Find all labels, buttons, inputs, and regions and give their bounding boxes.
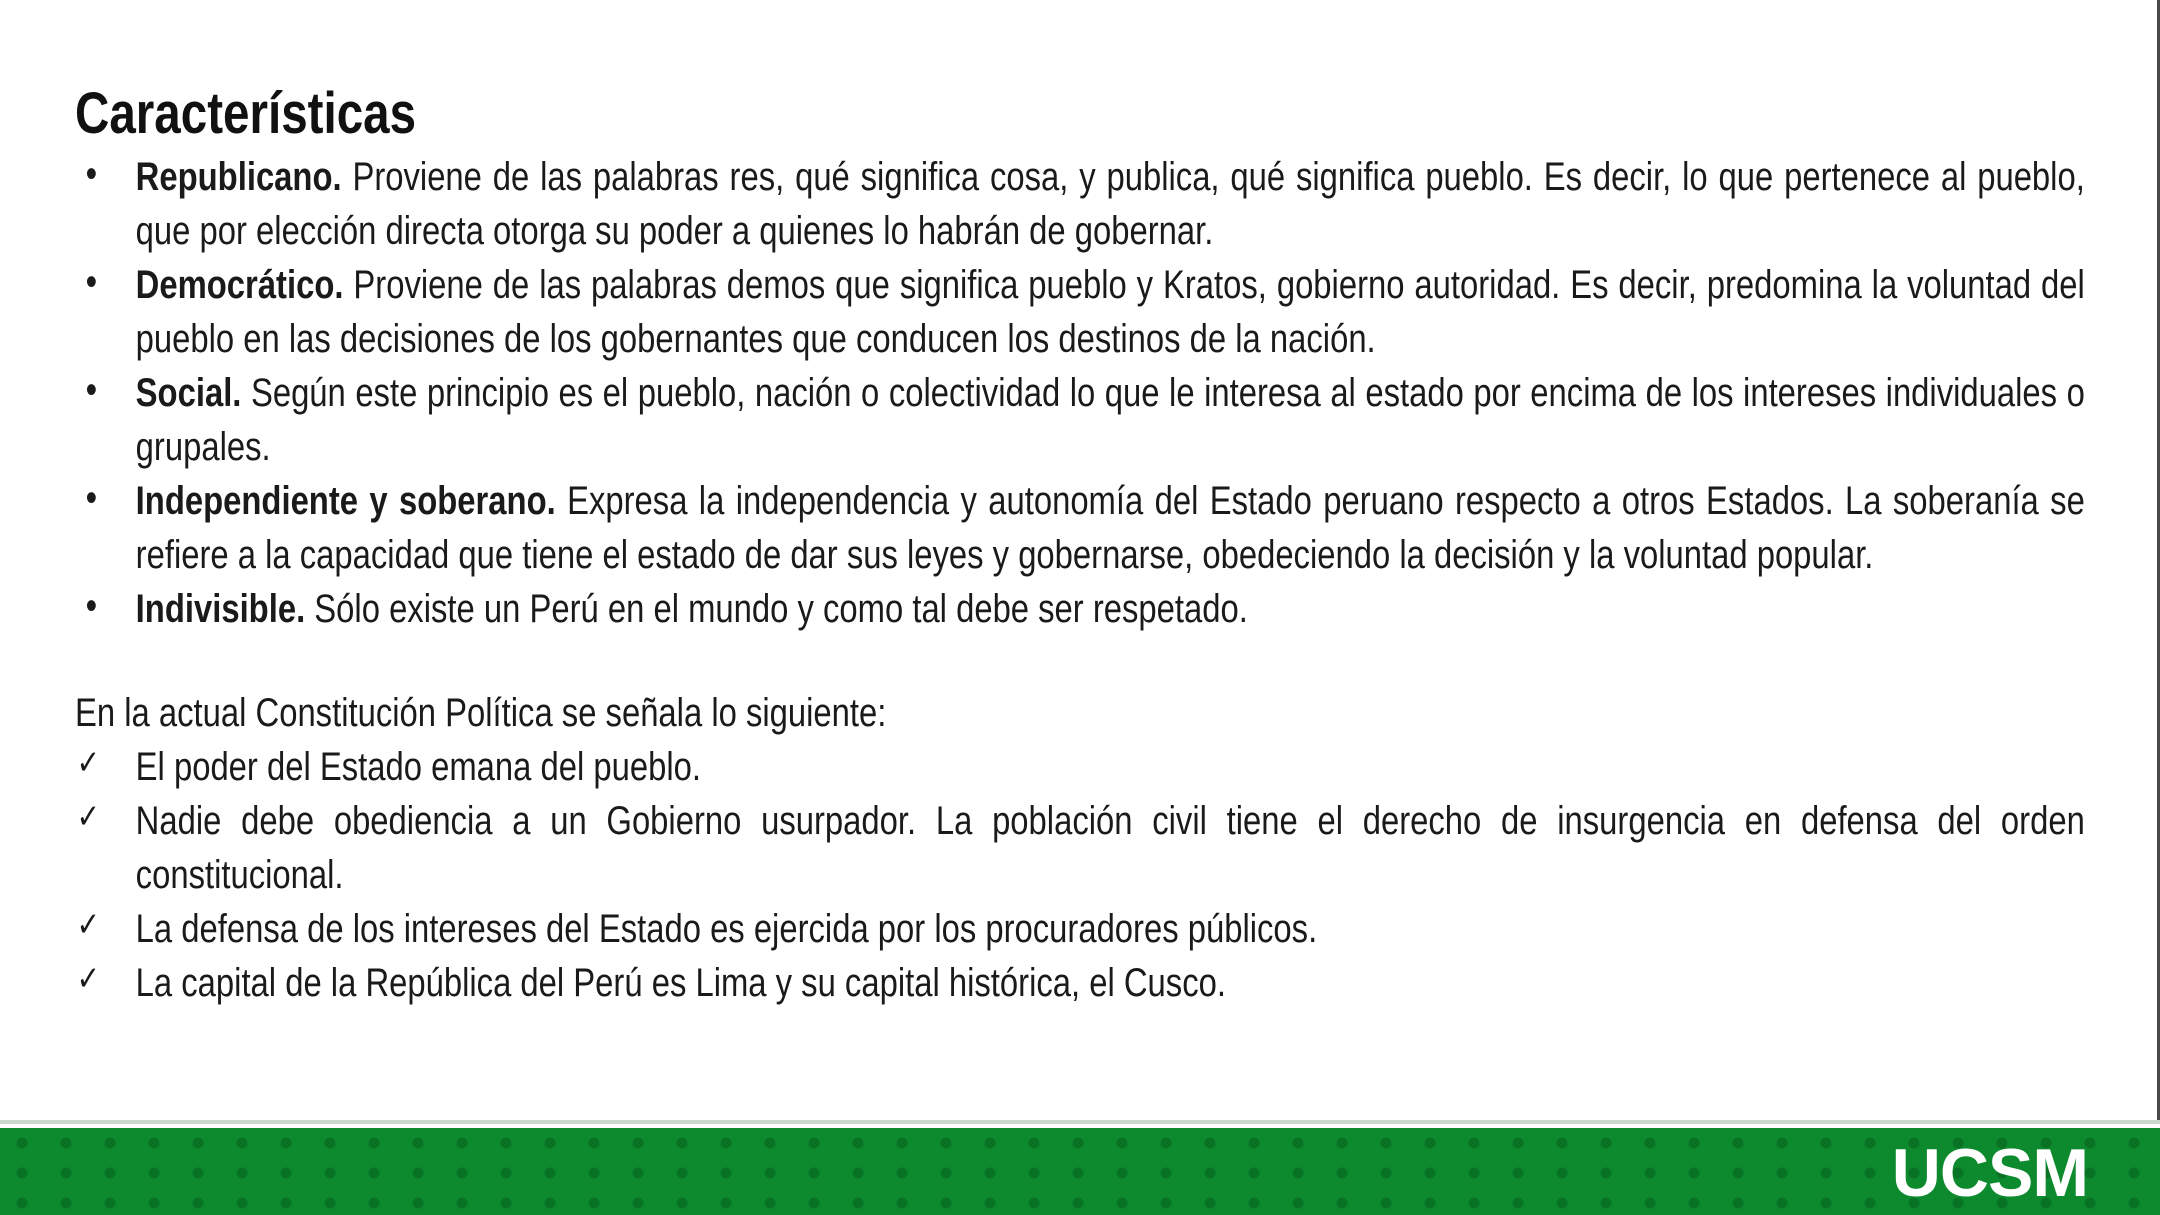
checkmark-icon: ✓ <box>76 797 101 837</box>
constitution-point-text: La capital de la República del Perú es Lima y su capital histórica, el Cusco. <box>135 961 1226 1005</box>
bullet-icon: • <box>85 584 98 628</box>
bullet-icon: • <box>85 260 98 304</box>
slide-title: Características <box>75 81 417 146</box>
feature-term: Democrático. <box>135 263 344 307</box>
feature-description: Proviene de las palabras demos que significa pueblo y Kratos, gobierno autoridad. Es decir, predomina la voluntad del pueblo en las decisiones de los gobernantes que conducen los destinos de la nación. <box>135 263 2085 361</box>
constitution-point-text: La defensa de los intereses del Estado es ejercida por los procuradores públicos. <box>135 907 1318 951</box>
feature-description: Según este principio es el pueblo, nación o colectividad lo que le interesa al estado por encima de los intereses individuales o grupales. <box>135 371 2085 469</box>
feature-description: Sólo existe un Perú en el mundo y como tal debe ser respetado. <box>305 587 1248 631</box>
feature-term: Indivisible. <box>135 587 306 631</box>
feature-description: Proviene de las palabras res, qué significa cosa, y publica, qué significa pueblo. Es decir, lo que pertenece al pueblo, que por elección directa otorga su poder a quienes lo habrán de gobernar. <box>135 155 2085 253</box>
feature-item-social <box>75 366 2085 474</box>
footer-divider <box>0 1120 2160 1124</box>
feature-description: Expresa la independencia y autonomía del Estado peruano respecto a otros Estados. La soberanía se refiere a la capacidad que tiene el estado de dar sus leyes y gobernarse, obedeciendo la decisión y la voluntad popular. <box>135 479 2085 577</box>
bullet-icon: • <box>85 368 98 412</box>
slide-content <box>75 78 2085 1010</box>
features-list <box>75 150 2085 636</box>
feature-term: Social. <box>135 371 242 415</box>
feature-item-independiente <box>75 474 2085 582</box>
constitution-point <box>75 956 2085 1010</box>
feature-item-indivisible <box>75 582 2085 636</box>
ucsm-logo: UCSM <box>1891 1135 2088 1211</box>
footer-band <box>0 1128 2160 1215</box>
checkmark-icon: ✓ <box>76 959 101 999</box>
constitution-point-text: El poder del Estado emana del pueblo. <box>135 745 701 789</box>
feature-term: Independiente y soberano. <box>135 479 556 523</box>
bullet-icon: • <box>85 152 98 196</box>
feature-term: Republicano. <box>135 155 342 199</box>
checkmark-icon: ✓ <box>76 905 101 945</box>
constitution-point <box>75 794 2085 902</box>
constitution-intro: En la actual Constitución Política se señala lo siguiente: <box>75 691 887 735</box>
checkmark-icon: ✓ <box>76 743 101 783</box>
feature-item-republicano <box>75 150 2085 258</box>
constitution-point <box>75 740 2085 794</box>
constitution-point-text: Nadie debe obediencia a un Gobierno usurpador. La población civil tiene el derecho de insurgencia en defensa del orden constitucional. <box>135 799 2085 897</box>
constitution-points-list <box>75 740 2085 1010</box>
feature-item-democratico <box>75 258 2085 366</box>
bullet-icon: • <box>85 476 98 520</box>
constitution-point <box>75 902 2085 956</box>
